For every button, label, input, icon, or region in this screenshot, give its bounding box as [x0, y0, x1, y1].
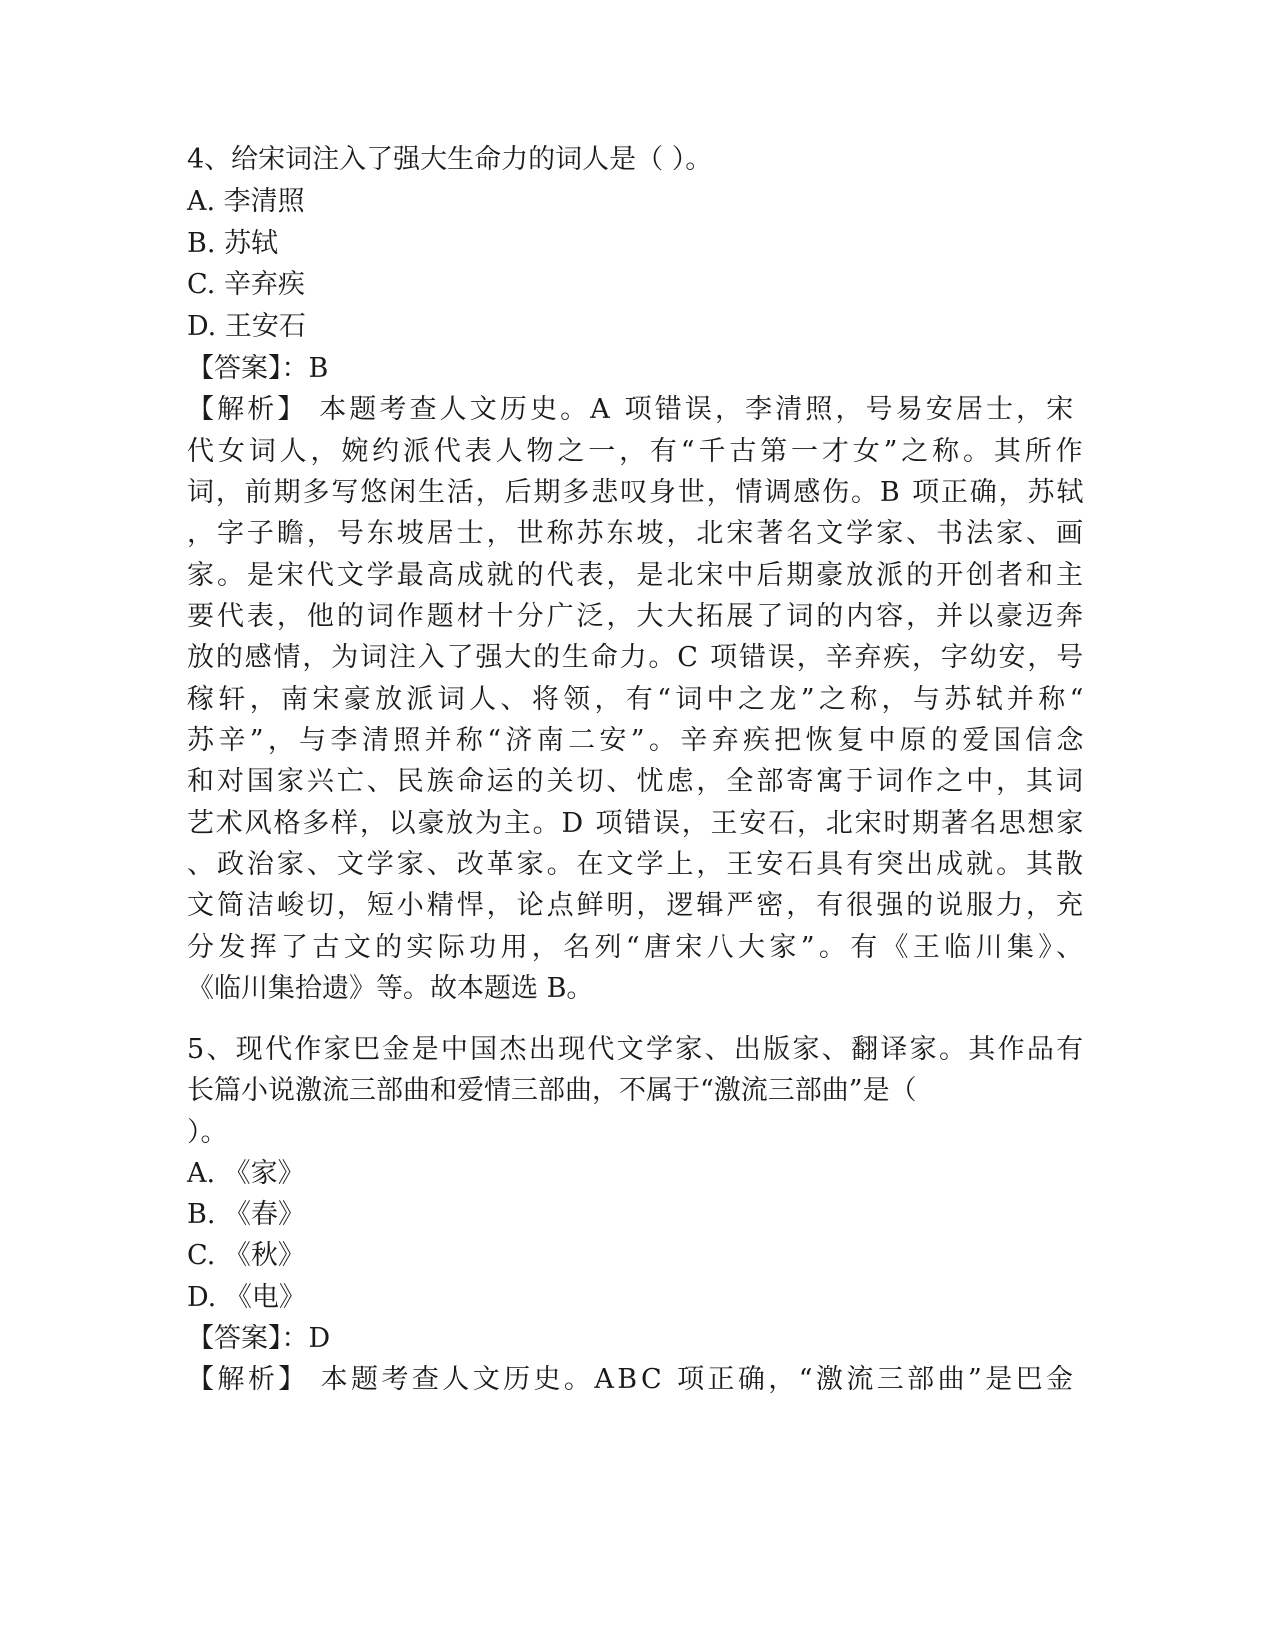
question-5-explanation-line: 【解析】 本题考查人文历史。ABC 项正确，“激流三部曲”是巴金	[187, 1364, 1077, 1395]
question-4-explanation-line: 代女词人，婉约派代表人物之一，有“千古第一才女”之称。其所作	[187, 436, 1087, 467]
question-4-option-b: B. 苏轼	[187, 228, 279, 259]
question-5-stem: ）。	[187, 1117, 228, 1148]
question-4-explanation-line: 家。是宋代文学最高成就的代表，是北宋中后期豪放派的开创者和主	[187, 560, 1086, 591]
question-4-stem: 4、给宋词注入了强大生命力的词人是（ ）。	[187, 144, 713, 175]
question-4-explanation-line: 和对国家兴亡、民族命运的关切、忧虑，全部寄寓于词作之中，其词	[187, 766, 1086, 797]
question-4-explanation-line: 【解析】 本题考查人文历史。A 项错误，李清照，号易安居士，宋	[187, 394, 1077, 425]
question-4-explanation-line: 艺术风格多样，以豪放为主。D 项错误，王安石，北宋时期著名思想家	[187, 808, 1086, 839]
question-4-explanation-line: 文简洁峻切，短小精悍，论点鲜明，逻辑严密，有很强的说服力，充	[187, 890, 1086, 921]
question-4-option-d: D. 王安石	[187, 311, 306, 342]
question-4-explanation-line: 、政治家、文学家、改革家。在文学上，王安石具有突出成就。其散	[187, 849, 1086, 880]
question-4-explanation-line: 苏辛”，与李清照并称“济南二安”。辛弃疾把恢复中原的爱国信念	[187, 725, 1088, 756]
question-5-option-c: C. 《秋》	[187, 1240, 305, 1271]
question-5-option-d: D. 《电》	[187, 1282, 306, 1313]
question-4-explanation-line: 稼轩，南宋豪放派词人、将领，有“词中之龙”之称，与苏轼并称“	[187, 684, 1088, 715]
question-5-stem: 5、现代作家巴金是中国杰出现代文学家、出版家、翻译家。其作品有	[187, 1034, 1086, 1065]
question-5-option-a: A. 《家》	[187, 1158, 305, 1189]
question-4-option-a: A. 李清照	[187, 186, 305, 217]
question-4-option-c: C. 辛弃疾	[187, 269, 305, 300]
question-5-stem: 长篇小说激流三部曲和爱情三部曲，不属于“激流三部曲”是（	[187, 1075, 917, 1106]
question-4-explanation-line: 放的感情，为词注入了强大的生命力。C 项错误，辛弃疾，字幼安，号	[187, 642, 1086, 673]
question-5-option-b: B. 《春》	[187, 1199, 306, 1230]
question-4-explanation-line: 词，前期多写悠闲生活，后期多悲叹身世，情调感伤。B 项正确，苏轼	[187, 477, 1086, 508]
question-5-answer: 【答案】：D	[187, 1323, 331, 1354]
question-4-explanation-line: ，字子瞻，号东坡居士，世称苏东坡，北宋著名文学家、书法家、画	[187, 518, 1086, 549]
question-4-explanation-line: 分发挥了古文的实际功用，名列“唐宋八大家”。有《王临川集》、	[187, 932, 1088, 963]
question-4-explanation-line: 《临川集拾遗》等。故本题选 B。	[187, 973, 594, 1004]
question-4-explanation-line: 要代表，他的词作题材十分广泛，大大拓展了词的内容，并以豪迈奔	[187, 601, 1086, 632]
question-4-answer: 【答案】：B	[187, 353, 329, 384]
